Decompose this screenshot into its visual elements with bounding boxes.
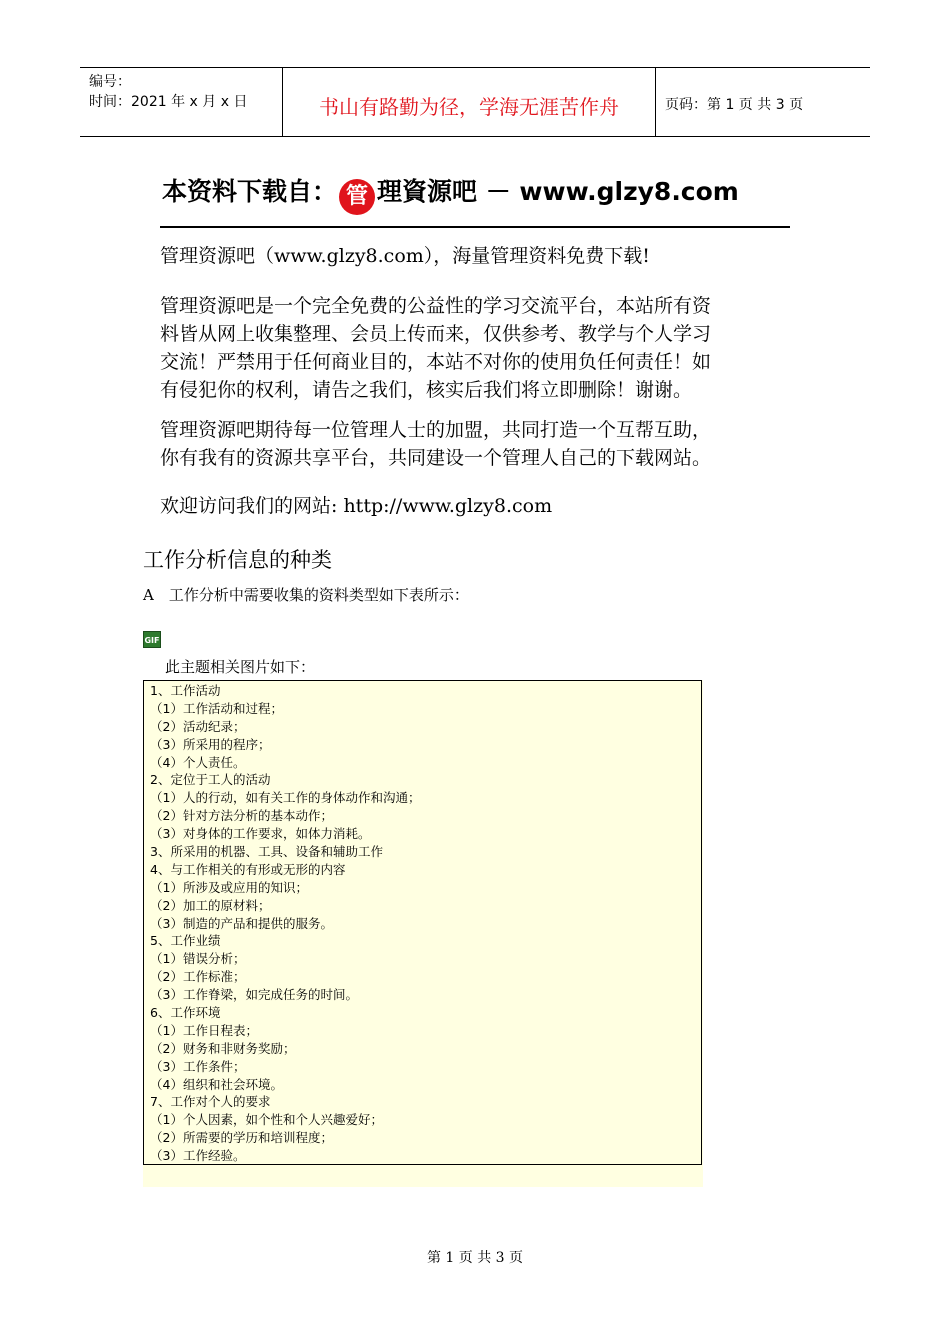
notice-text-line: 管理资源吧期待每一位管理人士的加盟，共同打造一个互帮互助， (160, 419, 712, 441)
header-motto: 书山有路勤为径，学海无涯苦作舟 (319, 95, 619, 119)
banner-site-name: 理資源吧 － www.glzy8.com (377, 177, 739, 206)
site-logo-icon: 管 (339, 179, 375, 215)
list-item: （3）工作经验。 (150, 1148, 246, 1164)
list-item: （1）工作日程表； (150, 1022, 258, 1038)
doc-number-label: 编号： (89, 74, 131, 90)
notice-text-line: 有侵犯你的权利，请告之我们，核实后我们将立即删除！谢谢。 (160, 379, 693, 401)
article-intro: A 工作分析中需要收集的资料类型如下表所示： (143, 586, 469, 604)
list-item: （2）加工的原材料； (150, 897, 271, 913)
list-item: （2）财务和非财务奖励； (150, 1040, 296, 1056)
notice-paragraph-invite (160, 416, 800, 472)
notice-text-line: 料皆从网上收集整理、会员上传而来，仅供参考、教学与个人学习 (160, 323, 712, 345)
list-item: 6、工作环境 (150, 1005, 221, 1021)
header-page-cell (656, 68, 870, 136)
info-types-table (143, 680, 702, 1165)
notice-text-line: 你有我有的资源共享平台，共同建设一个管理人自己的下载网站。 (160, 447, 712, 469)
header-motto-cell (282, 68, 656, 136)
list-item: （3）制造的产品和提供的服务。 (150, 915, 333, 931)
list-item: （2）针对方法分析的基本动作； (150, 808, 333, 824)
page-header (80, 67, 870, 137)
list-item: 2、定位于工人的活动 (150, 772, 271, 788)
notice-visit-link[interactable]: 欢迎访问我们的网站: http://www.glzy8.com (160, 495, 553, 517)
list-item: （3）工作脊梁，如完成任务的时间。 (150, 987, 358, 1003)
doc-time-label: 时间：2021 年 x 月 x 日 (89, 94, 248, 110)
header-page-number: 页码：第 1 页 共 3 页 (665, 97, 804, 113)
list-item: 4、与工作相关的有形或无形的内容 (150, 861, 346, 877)
list-item: （2）所需要的学历和培训程度； (150, 1130, 333, 1146)
list-item: （3）工作条件； (150, 1058, 246, 1074)
notice-text-line: 管理资源吧是一个完全免费的公益性的学习交流平台，本站所有资 (160, 295, 712, 317)
list-item: 7、工作对个人的要求 (150, 1094, 271, 1110)
list-item: 3、所采用的机器、工具、设备和辅助工作 (150, 844, 383, 860)
article-title: 工作分析信息的种类 (143, 548, 332, 572)
list-item: （3）对身体的工作要求，如体力消耗。 (150, 826, 371, 842)
list-item: （1）个人因素，如个性和个人兴趣爱好； (150, 1112, 383, 1128)
notice-line-1: 管理资源吧（www.glzy8.com），海量管理资料免费下载! (160, 245, 650, 267)
source-banner (160, 168, 800, 230)
info-types-list (150, 682, 420, 1165)
banner-divider (160, 226, 790, 228)
header-info-cell (80, 68, 282, 136)
list-item: 5、工作业绩 (150, 933, 221, 949)
list-item: （1）错误分析； (150, 951, 246, 967)
gif-image-icon[interactable]: GIF (143, 631, 161, 648)
page-footer: 第 1 页 共 3 页 (426, 1250, 524, 1266)
notice-text-line: 交流！严禁用于任何商业目的，本站不对你的使用负任何责任！如 (160, 351, 712, 373)
list-item: （1）工作活动和过程； (150, 700, 283, 716)
list-item: （4）个人责任。 (150, 754, 246, 770)
list-item: （1）所涉及或应用的知识； (150, 879, 308, 895)
list-item: （4）组织和社会环境。 (150, 1076, 283, 1092)
list-item: （2）活动纪录； (150, 718, 246, 734)
list-item: （2）工作标准； (150, 969, 246, 985)
list-item: （1）人的行动，如有关工作的身体动作和沟通； (150, 790, 421, 806)
notice-paragraph-disclaimer (160, 292, 800, 404)
banner-prefix: 本资料下载自： (162, 177, 338, 206)
list-item: （3）所采用的程序； (150, 736, 271, 752)
banner-text (162, 172, 739, 215)
image-caption: 此主题相关图片如下： (165, 658, 316, 676)
list-item: 1、工作活动 (150, 683, 221, 698)
